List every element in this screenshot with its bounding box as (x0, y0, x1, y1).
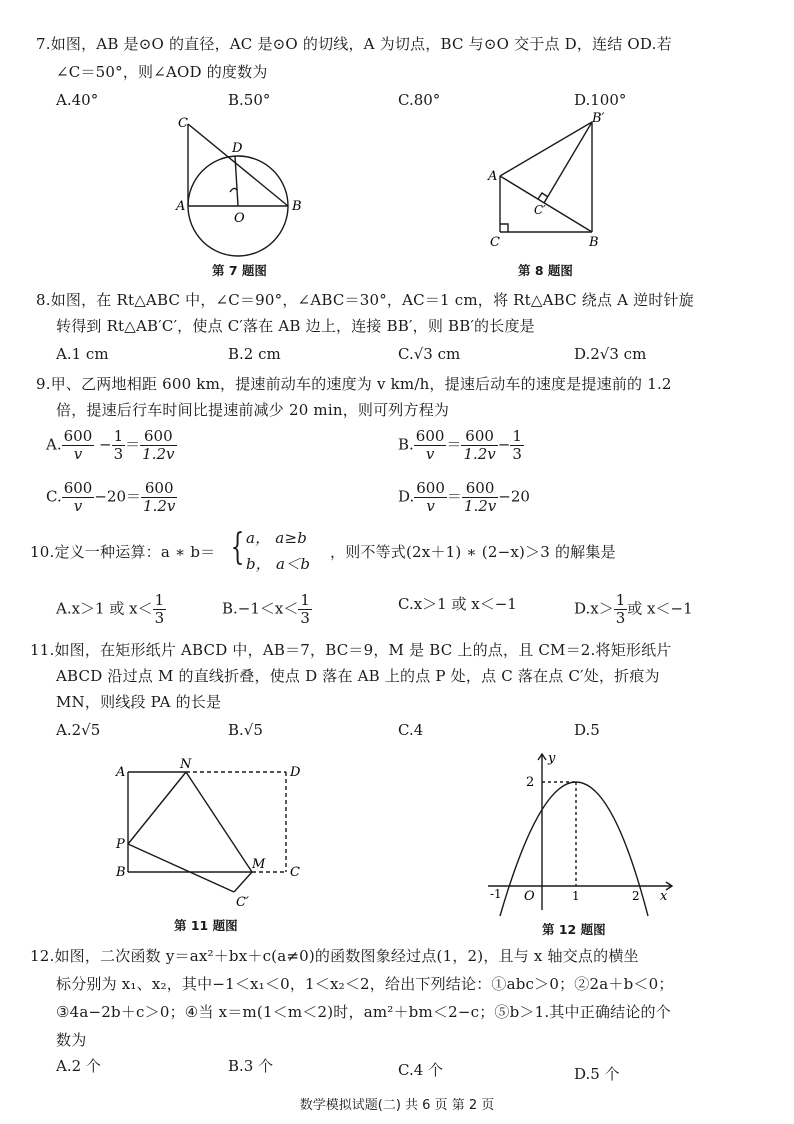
q12-stem-line2: 标分别为 x₁、x₂，其中−1＜x₁＜0，1＜x₂＜2，给出下列结论：①abc＞0；②2a＋b＜0； (56, 975, 674, 993)
q9-option-d (398, 480, 530, 515)
q10-stem-post: ，则不等式(2x＋1) ∗ (2−x)＞3 的解集是 (330, 543, 616, 561)
q12-option-b: B.3 个 (228, 1057, 274, 1075)
q11-stem-line2: ABCD 沿过点 M 的直线折叠，使点 D 落在 AB 上的点 P 处，点 C 落在点 C′处，折痕为 (56, 667, 660, 685)
q12-option-d: D.5 个 (574, 1065, 620, 1083)
q9-den: 1.2v (463, 445, 496, 463)
page-footer: 数学模拟试题(二) 共 6 页 第 2 页 (299, 1098, 495, 1113)
q9-option-a-letter: A. (46, 435, 62, 454)
q11-figure-caption: 第 11 题图 (174, 918, 238, 933)
q8-label-b: B (589, 235, 599, 250)
q10-option-d (574, 592, 693, 627)
q9-frac (62, 428, 95, 463)
q10-option-d-text: D.x＞ (574, 599, 614, 618)
q12-option-a: A.2 个 (56, 1057, 101, 1075)
q8-side-ab-prime (500, 122, 592, 176)
q9-op: ＝ (446, 435, 462, 454)
q12-label-y-2: 2 (526, 775, 535, 790)
q9-op: ＝ (125, 435, 141, 454)
q11-stem-line3: MN，则线段 PA 的长是 (56, 693, 222, 711)
q8-option-b: B.2 cm (228, 345, 281, 363)
q9-op: −20 (94, 487, 127, 506)
q9-num: 600 (140, 428, 176, 446)
q9-den: v (73, 445, 83, 463)
q9-num: 1 (113, 427, 124, 445)
q9-frac (112, 428, 126, 463)
q8-option-a: A.1 cm (56, 345, 109, 363)
q12-stem-line4: 数为 (56, 1031, 87, 1049)
q12-label-origin: O (524, 889, 535, 904)
q9-op: −20 (498, 487, 530, 506)
q12-figure-caption: 第 12 题图 (542, 922, 606, 937)
q9-frac (414, 428, 447, 463)
q9-frac (62, 480, 95, 515)
q9-op: ＝ (126, 487, 142, 506)
q9-den: v (426, 497, 435, 515)
q9-option-c-letter: C. (46, 487, 62, 506)
q7-option-a: A.40° (56, 91, 99, 109)
q10-option-b (222, 592, 312, 627)
q9-num: 600 (63, 427, 93, 445)
q9-num: 600 (462, 480, 498, 498)
q10-frac (614, 592, 628, 627)
q8-figure (482, 110, 612, 260)
q8-label-b-prime: B′ (592, 111, 605, 126)
q9-option-b (398, 428, 524, 463)
q11-label-a: A (116, 765, 126, 780)
q10-case1: a， a≥b (246, 529, 308, 547)
q9-option-c (46, 480, 177, 515)
q11-line-pc-prime (128, 844, 234, 892)
q7-label-b: B (292, 199, 302, 214)
q9-num: 600 (461, 428, 497, 446)
q9-option-b-letter: B. (398, 435, 414, 454)
q12-option-c: C.4 个 (398, 1061, 444, 1079)
q10-stem-pre: 10.定义一种运算：a ∗ b＝ (30, 543, 216, 561)
q9-frac (462, 480, 498, 515)
q9-den: 1.2v (143, 497, 176, 515)
q7-stem-line2: ∠C＝50°，则∠AOD 的度数为 (56, 63, 268, 81)
q9-frac (510, 428, 524, 463)
q7-label-c: C (178, 116, 188, 131)
q12-label-y: y (548, 751, 556, 766)
q8-label-c-prime: C′ (534, 203, 546, 217)
q10-option-d-text-post: 或 x＜−1 (627, 599, 693, 618)
q7-option-c: C.80° (398, 91, 441, 109)
q11-label-c-prime: C′ (236, 895, 249, 910)
q11-label-p: P (116, 837, 125, 852)
q11-stem-line1: 11.如图，在矩形纸片 ABCD 中，AB＝7，BC＝9，M 是 BC 上的点，且 CM＝2.将矩形纸片 (30, 641, 672, 659)
q7-label-d: D (232, 141, 243, 156)
q7-figure-caption: 第 7 题图 (212, 263, 267, 278)
q9-den: 1.2v (142, 445, 175, 463)
q8-right-angle-c (500, 224, 508, 232)
q11-label-b: B (116, 865, 126, 880)
q10-num: 1 (154, 591, 165, 609)
q10-option-b-text: B.−1＜x＜ (222, 599, 299, 618)
q9-frac (141, 480, 177, 515)
q10-option-a-text: A.x＞1 或 x＜ (56, 599, 153, 618)
q12-label-neg1: -1 (490, 887, 502, 901)
q8-figure-caption: 第 8 题图 (518, 263, 573, 278)
q7-angle-mark (230, 188, 237, 192)
q9-stem-line2: 倍，提速后行车时间比提速前减少 20 min，则可列方程为 (56, 401, 450, 419)
q10-num: 1 (615, 591, 626, 609)
q9-frac (140, 428, 176, 463)
q7-option-d: D.100° (574, 91, 627, 109)
q8-hyp-ab (500, 176, 592, 232)
q7-stem-line1: 7.如图，AB 是⊙O 的直径，AC 是⊙O 的切线，A 为切点，BC 与⊙O 交于点 D，连结 OD.若 (36, 35, 672, 53)
q11-option-d: D.5 (574, 721, 600, 739)
q9-num: 600 (63, 479, 93, 497)
q9-den: v (73, 497, 83, 515)
q7-label-o: O (234, 211, 245, 226)
q11-line-np (128, 772, 186, 844)
q8-label-a: A (488, 169, 498, 184)
q10-case2: b， a＜b (246, 555, 311, 573)
q11-label-n: N (180, 757, 192, 772)
q10-frac (298, 592, 312, 627)
q7-label-a: A (176, 199, 186, 214)
q11-line-c-prime-m (234, 872, 252, 892)
q10-den: 3 (615, 609, 626, 627)
q10-den: 3 (154, 609, 165, 627)
q11-label-d: D (290, 765, 301, 780)
q12-stem-line3: ③4a−2b＋c＞0；④当 x＝m(1＜m＜2)时，am²＋bm＜2−c；⑤b＞1.其中正确结论的个 (56, 1003, 671, 1021)
q8-label-c: C (490, 235, 500, 250)
q8-option-c: C.√3 cm (398, 345, 461, 363)
q9-num: 600 (415, 427, 445, 445)
q8-side-b-prime-c-prime (544, 122, 592, 203)
q9-op: − (497, 435, 511, 454)
q12-label-x-2: 2 (632, 889, 640, 903)
q7-option-b: B.50° (228, 91, 271, 109)
q9-frac (414, 480, 447, 515)
q9-num: 1 (512, 427, 522, 445)
q10-left-brace: { (230, 527, 245, 568)
q12-stem-line1: 12.如图，二次函数 y＝ax²＋bx＋c(a≠0)的函数图象经过点(1，2)，且与 x 轴交点的横坐 (30, 947, 639, 965)
q9-den: 3 (512, 445, 522, 463)
q9-option-d-letter: D. (398, 487, 415, 506)
q11-option-b: B.√5 (228, 721, 263, 739)
q9-frac (461, 428, 497, 463)
q9-op: − (99, 435, 112, 454)
q9-option-a (46, 428, 177, 463)
q11-option-a: A.2√5 (56, 721, 101, 739)
q12-label-x-1: 1 (572, 889, 580, 903)
q11-option-c: C.4 (398, 721, 424, 739)
q8-stem-line2: 转得到 Rt△AB′C′，使点 C′落在 AB 边上，连接 BB′，则 BB′的长度是 (56, 317, 535, 335)
q9-num: 600 (141, 480, 177, 498)
q10-option-a (56, 592, 166, 627)
q10-den: 3 (300, 609, 310, 627)
q9-op: ＝ (446, 487, 462, 506)
q10-frac (153, 592, 167, 627)
q9-stem-line1: 9.甲、乙两地相距 600 km，提速前动车的速度为 v km/h，提速后动车的速度是提速前的 1.2 (36, 375, 672, 393)
q9-den: v (425, 445, 435, 463)
q9-num: 600 (416, 479, 445, 497)
q7-line-cb (188, 124, 288, 206)
q12-figure (482, 748, 682, 918)
q11-figure (112, 752, 322, 912)
q10-option-c: C.x＞1 或 x＜−1 (398, 595, 517, 613)
q10-num: 1 (300, 591, 310, 609)
q8-stem-line1: 8.如图，在 Rt△ABC 中，∠C＝90°，∠ABC＝30°，AC＝1 cm，将 Rt△ABC 绕点 A 逆时针旋 (36, 291, 694, 309)
q11-label-m: M (252, 857, 266, 872)
q12-label-x: x (660, 889, 668, 904)
q11-crease-nm (186, 772, 252, 872)
q9-den: 1.2v (463, 497, 497, 515)
q11-label-c: C (290, 865, 300, 880)
q8-option-d: D.2√3 cm (574, 345, 647, 363)
q9-den: 3 (113, 445, 124, 463)
q7-figure (170, 110, 320, 260)
